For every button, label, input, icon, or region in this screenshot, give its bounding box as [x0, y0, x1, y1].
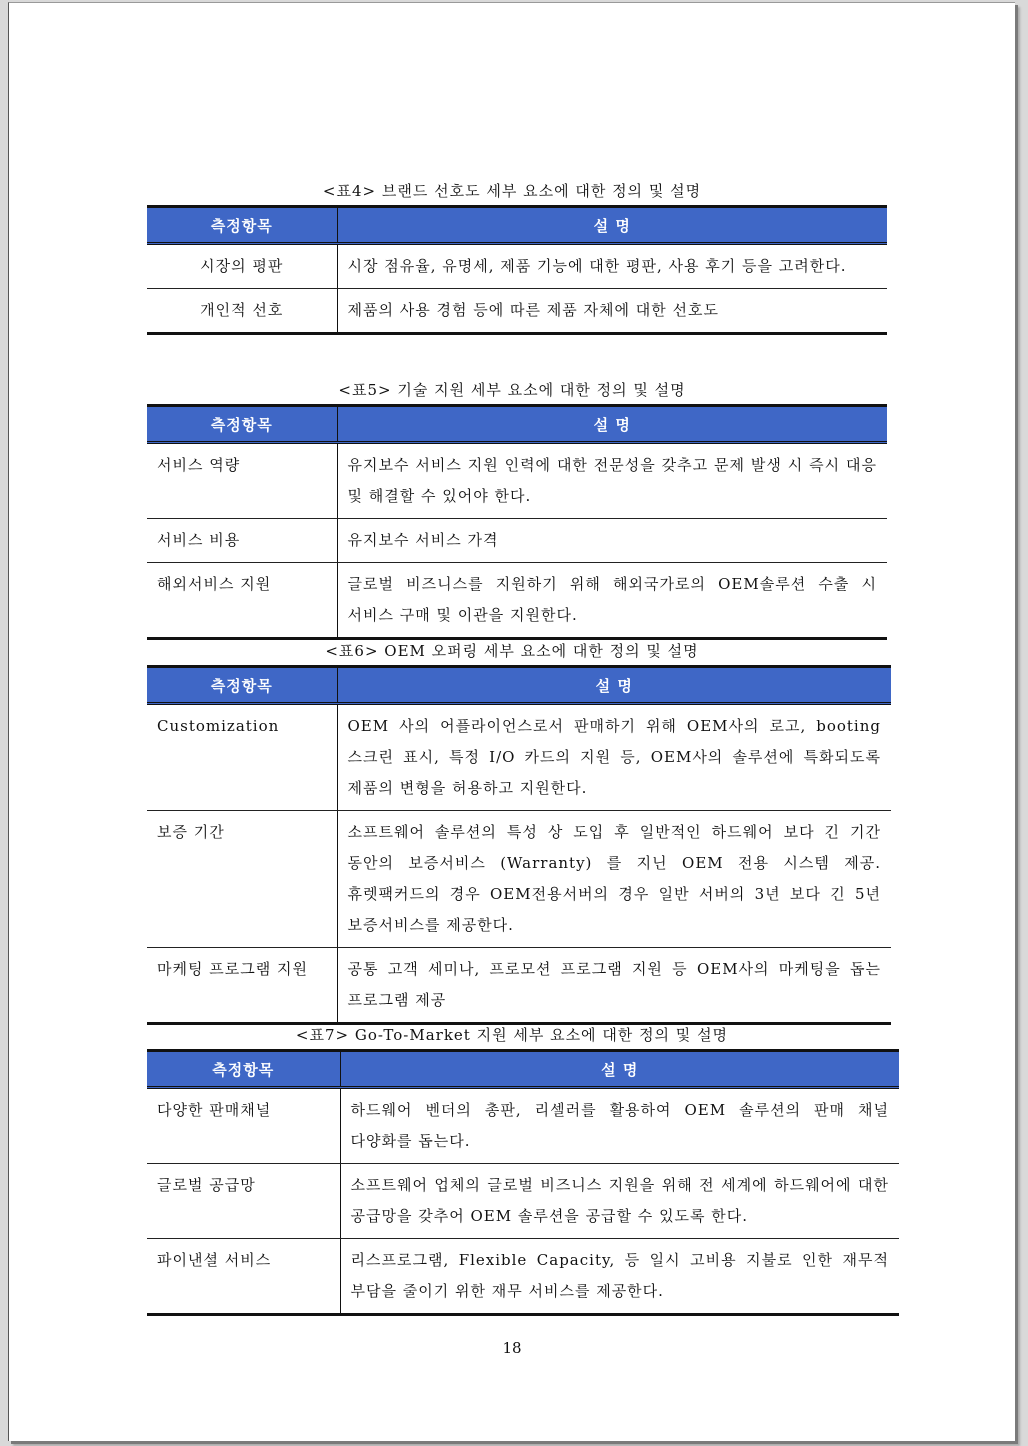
table-5-caption: <표5> 기술 지원 세부 요소에 대한 정의 및 설명 [338, 381, 686, 399]
table-6 [147, 665, 891, 1025]
row-desc: 글로벌 비즈니스를 지원하기 위해 해외국가로의 OEM솔루션 수출 시 서비스 구매 및 이관을 지원한다. [337, 563, 887, 639]
table-7-header-desc: 설 명 [340, 1051, 899, 1088]
table-row [147, 811, 891, 948]
row-item: 보증 기간 [147, 811, 337, 948]
table-row [147, 244, 887, 289]
row-item: 마케팅 프로그램 지원 [147, 948, 337, 1024]
table-row [147, 519, 887, 563]
row-item: 파이낸셜 서비스 [147, 1239, 340, 1315]
table-row [147, 1239, 899, 1315]
table-row [147, 704, 891, 811]
table-4-caption: <표4> 브랜드 선호도 세부 요소에 대한 정의 및 설명 [322, 182, 702, 200]
row-desc: 유지보수 서비스 가격 [337, 519, 887, 563]
row-item: 서비스 비용 [147, 519, 337, 563]
row-item: 해외서비스 지원 [147, 563, 337, 639]
row-item: 다양한 판매채널 [147, 1088, 340, 1164]
table-5 [147, 404, 887, 640]
row-desc: 유지보수 서비스 지원 인력에 대한 전문성을 갖추고 문제 발생 시 즉시 대응 및 해결할 수 있어야 한다. [337, 443, 887, 519]
row-item: 개인적 선호 [147, 289, 337, 334]
row-item: 글로벌 공급망 [147, 1164, 340, 1239]
row-desc: 제품의 사용 경험 등에 따른 제품 자체에 대한 선호도 [337, 289, 887, 334]
table-row [147, 563, 887, 639]
table-7 [147, 1049, 899, 1316]
table-5-header-desc: 설 명 [337, 406, 887, 443]
row-desc: 공통 고객 세미나, 프로모션 프로그램 지원 등 OEM사의 마케팅을 돕는 프로그램 제공 [337, 948, 891, 1024]
table-4 [147, 205, 887, 335]
row-desc: 소프트웨어 솔루션의 특성 상 도입 후 일반적인 하드웨어 보다 긴 기간 동안의 보증서비스 (Warranty) 를 지닌 OEM 전용 시스템 제공. 휴렛팩커드의 경우 OEM전용서버의 경우 일반 서버의 3년 보다 긴 5년 보증서비스를 제공한다. [337, 811, 891, 948]
table-row [147, 289, 887, 334]
row-desc: 리스프로그램, Flexible Capacity, 등 일시 고비용 지불로 인한 재무적 부담을 줄이기 위한 재무 서비스를 제공한다. [340, 1239, 899, 1315]
row-desc: 하드웨어 벤더의 총판, 리셀러를 활용하여 OEM 솔루션의 판매 채널 다양화를 돕는다. [340, 1088, 899, 1164]
table-4-header-desc: 설 명 [337, 207, 887, 244]
page-number: 18 [502, 1339, 522, 1357]
table-row [147, 948, 891, 1024]
table-row [147, 443, 887, 519]
table-6-caption: <표6> OEM 오퍼링 세부 요소에 대한 정의 및 설명 [325, 642, 699, 660]
row-item: Customization [147, 704, 337, 811]
table-7-header-item: 측정항목 [147, 1051, 340, 1088]
table-6-header-item: 측정항목 [147, 667, 337, 704]
table-row [147, 1164, 899, 1239]
row-desc: OEM 사의 어플라이언스로서 판매하기 위해 OEM사의 로고, booting 스크린 표시, 특정 I/O 카드의 지원 등, OEM사의 솔루션에 특화되도록 제품의 변형을 허용하고 지원한다. [337, 704, 891, 811]
document-page [8, 2, 1015, 1441]
table-5-header-item: 측정항목 [147, 406, 337, 443]
row-desc: 소프트웨어 업체의 글로벌 비즈니스 지원을 위해 전 세계에 하드웨어에 대한 공급망을 갖추어 OEM 솔루션을 공급할 수 있도록 한다. [340, 1164, 899, 1239]
table-6-header-desc: 설 명 [337, 667, 891, 704]
table-row [147, 1088, 899, 1164]
row-desc: 시장 점유율, 유명세, 제품 기능에 대한 평판, 사용 후기 등을 고려한다. [337, 244, 887, 289]
row-item: 서비스 역량 [147, 443, 337, 519]
table-4-header-item: 측정항목 [147, 207, 337, 244]
row-item: 시장의 평판 [147, 244, 337, 289]
table-7-caption: <표7> Go-To-Market 지원 세부 요소에 대한 정의 및 설명 [295, 1026, 729, 1044]
